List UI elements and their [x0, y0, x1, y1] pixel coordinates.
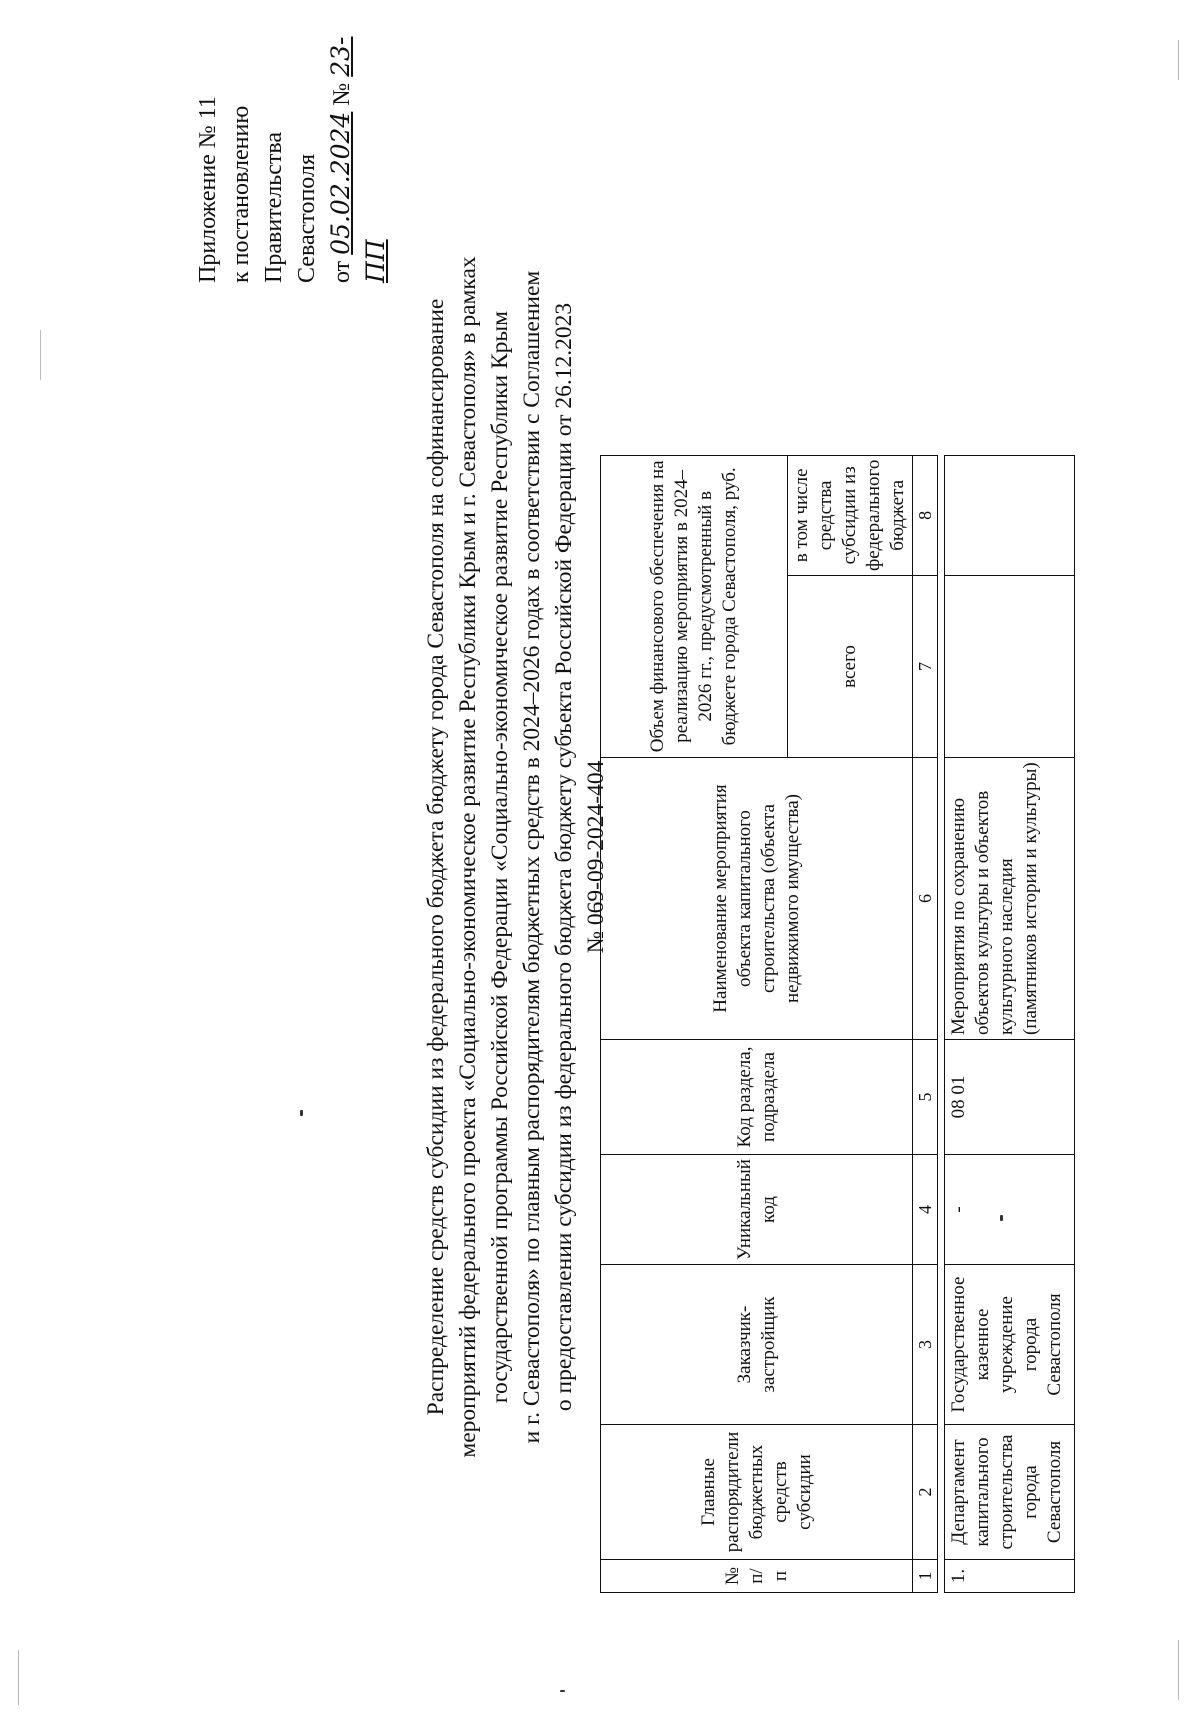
appendix-date-line — [324, 0, 394, 283]
appendix-line-2: к постановлению — [228, 105, 254, 283]
title-line: Распределение средств субсидии из федерального бюджета бюджету города Севастополя на софинансирование — [423, 298, 449, 1416]
header-cell: Главные распорядители бюджетных средств субсидии — [601, 1425, 913, 1560]
header-cell: в том числе средства субсидии из федерального бюджета — [788, 455, 913, 575]
unique-code-cell: - — [945, 1155, 1075, 1265]
appendix-line-3: Правительства Севастополя — [261, 131, 320, 283]
header-row — [601, 455, 788, 1592]
total-cell — [945, 576, 1075, 758]
header-cell: Уникальный код — [601, 1155, 913, 1265]
column-number: 6 — [913, 758, 938, 1040]
header-cell: Наименование мероприятия объекта капитального строительства (объекта недвижимого имущества) — [601, 758, 913, 1040]
header-cell: № п/п — [601, 1560, 913, 1593]
title-line: мероприятий федерального проекта «Социально-экономическое развитие Республики Крым и г. Севастополя» в рамках — [455, 256, 481, 1458]
appendix-line-1: Приложение № 11 — [195, 96, 221, 283]
column-number: 4 — [913, 1155, 938, 1265]
number-prefix: № — [329, 82, 355, 106]
column-number-row — [913, 455, 938, 1592]
header-cell-group: Объем финансового обеспечения на реализацию мероприятия в 2024–2026 гг., предусмотренный в бюджете города Севастополя, руб. — [601, 455, 788, 757]
header-cell: Заказчик-застройщик — [601, 1265, 913, 1425]
handwritten-number: 23-ПП — [326, 36, 390, 283]
column-number: 2 — [913, 1425, 938, 1560]
row-number: 1. — [945, 1560, 1075, 1593]
separator-cell — [938, 455, 945, 1592]
title-line: № 069-09-2024-404 — [583, 760, 609, 954]
title-line: государственной программы Российской Федерации «Социально-экономическое развитие Республики Крым — [487, 310, 513, 1404]
title-line: и г. Севастополя» по главным распорядителям бюджетных средств в 2024–2026 годах в соответствии с Соглашением — [519, 270, 545, 1444]
title-line: о предоставлении субсидии из федерального бюджета бюджету субъекта Российской Федерации от 26.12.2023 — [551, 302, 577, 1412]
customer-cell: Государственное казенное учреждение города Севастополя — [945, 1265, 1075, 1425]
federal-cell — [945, 455, 1075, 575]
handwritten-date: 05.02.2024 — [326, 111, 355, 255]
column-number: 1 — [913, 1560, 938, 1593]
date-prefix: от — [329, 260, 355, 283]
table-row — [945, 455, 1075, 1592]
header-cell: Код раздела, подраздела — [601, 1040, 913, 1155]
event-name-cell: Мероприятия по сохранению объектов культуры и объектов культурного наследия (памятников истории и культуры) — [945, 758, 1075, 1040]
column-number: 8 — [913, 455, 938, 575]
document-title — [420, 187, 612, 1527]
header-cell: всего — [788, 576, 913, 758]
distribution-table — [600, 455, 1075, 1593]
separator-row — [938, 455, 945, 1592]
column-number: 3 — [913, 1265, 938, 1425]
distributor-cell: Департамент капитального строительства города Севастополя — [945, 1425, 1075, 1560]
column-number: 5 — [913, 1040, 938, 1155]
section-code-cell: 08 01 — [945, 1040, 1075, 1155]
column-number: 7 — [913, 576, 938, 758]
appendix-block — [192, 0, 394, 283]
